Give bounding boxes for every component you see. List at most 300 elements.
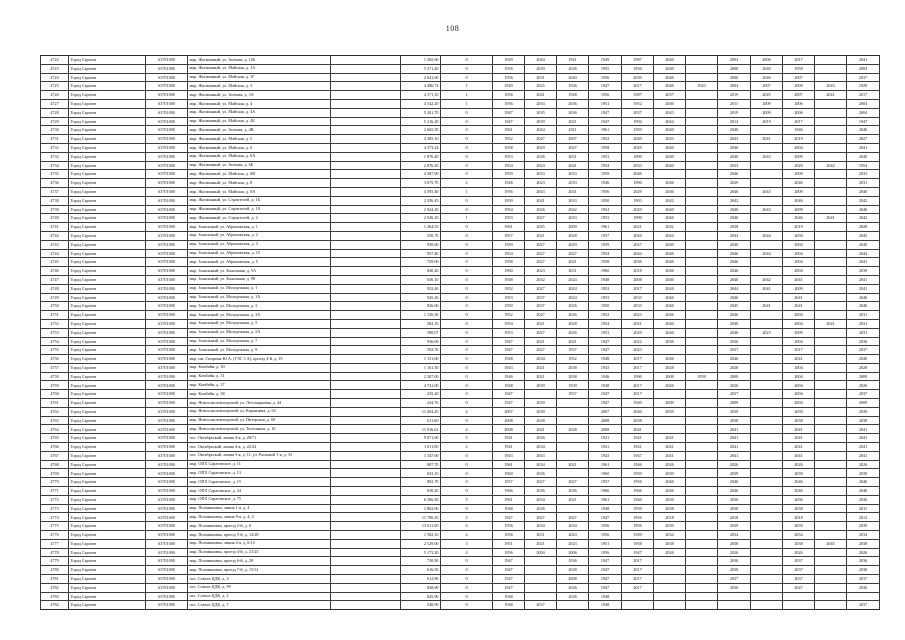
year-cell: 2039 xyxy=(525,407,557,416)
year-cell: 2020 xyxy=(783,161,815,170)
year-cell: 1954 xyxy=(493,249,525,258)
address-cell: мкр. Жасминный, ул. Майская, д. 4А xyxy=(188,108,331,117)
code-cell: 63701000 xyxy=(146,302,188,311)
year-cell: 1961 xyxy=(493,223,525,232)
year-cell: 1946 xyxy=(622,460,654,469)
year-cell: 2004 xyxy=(718,56,751,65)
year-cell: 2027 xyxy=(525,240,557,249)
area-cell: 4 486,74 xyxy=(401,82,441,91)
area-cell: 826,06 xyxy=(401,302,441,311)
year-cell: 2038 xyxy=(557,363,589,372)
year-cell: 2023 xyxy=(622,311,654,320)
year-cell: 2042 xyxy=(654,223,686,232)
year-cell xyxy=(686,504,718,513)
year-cell xyxy=(815,583,847,592)
area-cell: 652,10 xyxy=(401,469,441,478)
year-cell xyxy=(686,293,718,302)
year-cell xyxy=(815,575,847,584)
year-cell xyxy=(686,99,718,108)
year-cell: 1948 xyxy=(493,355,525,364)
address-cell: пос. Совхоз ЦДК, д. 4 xyxy=(188,575,331,584)
row-number-cell: 4776 xyxy=(41,531,69,540)
year-cell xyxy=(686,601,718,610)
year-cell: 2031 xyxy=(557,267,589,276)
code-cell: 63701000 xyxy=(146,117,188,126)
year-cell: 2023 xyxy=(525,179,557,188)
table-row xyxy=(41,56,880,65)
year-cell xyxy=(686,566,718,575)
address-cell: мкр. Поливановка, проезд 7-й, д. 15/31 xyxy=(188,566,331,575)
year-cell: 1956 xyxy=(589,73,622,82)
year-cell xyxy=(815,258,847,267)
year-cell: 2039 xyxy=(654,407,686,416)
area-cell: 611,60 xyxy=(401,416,441,425)
year-cell: 2043 xyxy=(751,187,783,196)
year-cell: 2044 xyxy=(751,231,783,240)
code-cell: 63701000 xyxy=(146,143,188,152)
city-cell: Город Саратов xyxy=(69,592,146,601)
year-cell xyxy=(557,469,589,478)
year-cell xyxy=(686,64,718,73)
year-cell: 2009 xyxy=(783,284,815,293)
year-cell: 1947 xyxy=(589,117,622,126)
area-cell: 284,10 xyxy=(401,319,441,328)
year-cell xyxy=(557,601,589,610)
year-cell: 2037 xyxy=(654,91,686,100)
row-number-cell: 4752 xyxy=(41,319,69,328)
year-cell: 2045 xyxy=(847,231,880,240)
year-cell: 2021 xyxy=(557,258,589,267)
doc-cell xyxy=(331,363,401,372)
table-row xyxy=(41,170,880,179)
year-cell xyxy=(751,566,783,575)
address-cell: мкр. Новосоколовогорский, ул. Питерская, д. 69 xyxy=(188,416,331,425)
year-cell: 2024 xyxy=(525,161,557,170)
area-cell: 1 011,00 xyxy=(401,443,441,452)
row-number-cell: 4746 xyxy=(41,267,69,276)
year-cell: 2042 xyxy=(525,275,557,284)
table-row xyxy=(41,522,880,531)
row-number-cell: 4732 xyxy=(41,143,69,152)
area-cell: 13 611,00 xyxy=(401,522,441,531)
city-cell: Город Саратов xyxy=(69,513,146,522)
year-cell: 2045 xyxy=(751,91,783,100)
year-cell: 2027 xyxy=(525,513,557,522)
year-cell: 2004 xyxy=(783,267,815,276)
year-cell xyxy=(751,355,783,364)
doc-cell xyxy=(331,372,401,381)
year-cell xyxy=(557,504,589,513)
city-cell: Город Саратов xyxy=(69,311,146,320)
year-cell: 1961 xyxy=(589,126,622,135)
city-cell: Город Саратов xyxy=(69,73,146,82)
year-cell: 2021 xyxy=(622,319,654,328)
year-cell: 1956 xyxy=(493,522,525,531)
doc-cell xyxy=(331,284,401,293)
year-cell: 2033 xyxy=(557,170,589,179)
year-cell: 2036 xyxy=(525,469,557,478)
table-row xyxy=(41,583,880,592)
doc-cell xyxy=(331,152,401,161)
year-cell: 1946 xyxy=(493,372,525,381)
year-cell: 2034 xyxy=(718,531,751,540)
year-cell: 1956 xyxy=(493,548,525,557)
year-cell xyxy=(815,592,847,601)
count-cell: 0 xyxy=(441,126,493,135)
row-number-cell: 4742 xyxy=(41,231,69,240)
year-cell: 1948 xyxy=(589,355,622,364)
year-cell: 2036 xyxy=(847,495,880,504)
code-cell: 63701000 xyxy=(146,214,188,223)
year-cell: 2041 xyxy=(557,187,589,196)
doc-cell xyxy=(331,504,401,513)
year-cell: 2046 xyxy=(718,328,751,337)
year-cell: 2014 xyxy=(718,117,751,126)
year-cell xyxy=(654,425,686,434)
year-cell: 2041 xyxy=(718,443,751,452)
year-cell: 2027 xyxy=(525,135,557,144)
year-cell: 2037 xyxy=(525,302,557,311)
year-cell: 2018 xyxy=(622,267,654,276)
count-cell: 0 xyxy=(441,196,493,205)
year-cell: 1946 xyxy=(589,372,622,381)
doc-cell xyxy=(331,539,401,548)
year-cell xyxy=(815,504,847,513)
year-cell: 2040 xyxy=(718,240,751,249)
year-cell xyxy=(751,143,783,152)
year-cell xyxy=(815,99,847,108)
year-cell: 1948 xyxy=(589,601,622,610)
year-cell xyxy=(751,451,783,460)
year-cell: 2041 xyxy=(718,451,751,460)
address-cell: пос. Октябрьский, линия 4-я, д. 28/71 xyxy=(188,434,331,443)
code-cell: 63701000 xyxy=(146,346,188,355)
year-cell: 1987 xyxy=(622,56,654,65)
city-cell: Город Саратов xyxy=(69,504,146,513)
year-cell: 2036 xyxy=(525,487,557,496)
area-cell: 848,90 xyxy=(401,583,441,592)
year-cell xyxy=(815,73,847,82)
address-cell: мкр. Жасминный, ул. Майская, д. 3 xyxy=(188,82,331,91)
row-number-cell: 4764 xyxy=(41,425,69,434)
code-cell: 63701000 xyxy=(146,592,188,601)
address-cell: мкр. Поливановка, линия 1-я, д. 4 xyxy=(188,504,331,513)
table-row xyxy=(41,460,880,469)
doc-cell xyxy=(331,311,401,320)
address-cell: мкр. Зональный, ул. Молодежная, д. 1А xyxy=(188,293,331,302)
city-cell: Город Саратов xyxy=(69,425,146,434)
year-cell: 2046 xyxy=(718,487,751,496)
year-cell xyxy=(686,179,718,188)
code-cell: 63701000 xyxy=(146,337,188,346)
address-cell: мкр. Зональный, ул. Абрамовская, д. 5 xyxy=(188,258,331,267)
area-cell: 840,20 xyxy=(401,267,441,276)
area-cell: 807,70 xyxy=(401,460,441,469)
year-cell: 2009 xyxy=(783,205,815,214)
row-number-cell: 4774 xyxy=(41,513,69,522)
year-cell xyxy=(686,390,718,399)
year-cell xyxy=(815,56,847,65)
year-cell: 2009 xyxy=(783,152,815,161)
address-cell: мкр. Жасминный, ул. Майская, д. 1А xyxy=(188,64,331,73)
area-cell: 845,90 xyxy=(401,592,441,601)
area-cell: 5 371,20 xyxy=(401,64,441,73)
area-cell: 234,76 xyxy=(401,399,441,408)
year-cell: 2040 xyxy=(654,205,686,214)
year-cell xyxy=(815,372,847,381)
year-cell: 2037 xyxy=(783,557,815,566)
year-cell: 2046 xyxy=(718,143,751,152)
year-cell: 1956 xyxy=(493,64,525,73)
year-cell: 2036 xyxy=(557,64,589,73)
doc-cell xyxy=(331,240,401,249)
year-cell xyxy=(815,126,847,135)
year-cell: 2029 xyxy=(622,143,654,152)
address-cell: мкр. ОПХ Саратовское, д. 15 xyxy=(188,478,331,487)
year-cell: 2044 xyxy=(622,249,654,258)
year-cell: 2017 xyxy=(622,575,654,584)
count-cell: 0 xyxy=(441,258,493,267)
count-cell: 0 xyxy=(441,152,493,161)
city-cell: Город Саратов xyxy=(69,267,146,276)
code-cell: 63701000 xyxy=(146,495,188,504)
year-cell: 2039 xyxy=(525,64,557,73)
year-cell: 2006 xyxy=(751,56,783,65)
row-number-cell: 4740 xyxy=(41,214,69,223)
doc-cell xyxy=(331,557,401,566)
doc-cell xyxy=(331,187,401,196)
year-cell: 2040 xyxy=(847,293,880,302)
year-cell xyxy=(815,601,847,610)
city-cell: Город Саратов xyxy=(69,601,146,610)
year-cell xyxy=(654,575,686,584)
year-cell: 1949 xyxy=(493,56,525,65)
city-cell: Город Саратов xyxy=(69,566,146,575)
doc-cell xyxy=(331,566,401,575)
table-row xyxy=(41,275,880,284)
year-cell xyxy=(654,557,686,566)
doc-cell xyxy=(331,416,401,425)
year-cell: 2029 xyxy=(622,205,654,214)
count-cell: 0 xyxy=(441,601,493,610)
area-cell: 548,90 xyxy=(401,601,441,610)
year-cell: 2024 xyxy=(557,275,589,284)
year-cell: 2021 xyxy=(525,319,557,328)
area-cell: 5 173,20 xyxy=(401,548,441,557)
area-cell: 1 582,10 xyxy=(401,531,441,540)
code-cell: 63701000 xyxy=(146,583,188,592)
year-cell xyxy=(751,416,783,425)
count-cell: 0 xyxy=(441,108,493,117)
city-cell: Город Саратов xyxy=(69,399,146,408)
year-cell xyxy=(686,407,718,416)
year-cell: 2004 xyxy=(783,240,815,249)
year-cell: 2027 xyxy=(557,249,589,258)
address-cell: мкр. Жасминный, ул. Зеленая, д. 6Б xyxy=(188,161,331,170)
year-cell: 2046 xyxy=(783,478,815,487)
address-cell: мкр. Комбайн, д. 30 xyxy=(188,363,331,372)
year-cell: 2031 xyxy=(557,152,589,161)
year-cell xyxy=(686,399,718,408)
year-cell: 2041 xyxy=(847,451,880,460)
year-cell xyxy=(686,487,718,496)
year-cell: 2026 xyxy=(654,381,686,390)
year-cell: 2043 xyxy=(751,152,783,161)
city-cell: Город Саратов xyxy=(69,179,146,188)
count-cell: 0 xyxy=(441,231,493,240)
year-cell: 2034 xyxy=(847,531,880,540)
year-cell: 2021 xyxy=(525,231,557,240)
year-cell: 1959 xyxy=(493,240,525,249)
city-cell: Город Саратов xyxy=(69,328,146,337)
table-row xyxy=(41,355,880,364)
year-cell: 2035 xyxy=(525,108,557,117)
year-cell xyxy=(686,170,718,179)
year-cell xyxy=(525,390,557,399)
count-cell: 1 xyxy=(441,82,493,91)
year-cell: 2046 xyxy=(622,170,654,179)
year-cell: 2034 xyxy=(525,522,557,531)
year-cell: 2004 xyxy=(847,108,880,117)
year-cell xyxy=(686,355,718,364)
row-number-cell: 4778 xyxy=(41,548,69,557)
count-cell: 0 xyxy=(441,460,493,469)
year-cell: 2024 xyxy=(557,284,589,293)
address-cell: мкр. им. Гагарина Ю.А. (ГЭС 3 А), проезд 4-й, д. 19 xyxy=(188,355,331,364)
area-cell: 235,20 xyxy=(401,390,441,399)
table-row xyxy=(41,249,880,258)
year-cell: 1936 xyxy=(557,557,589,566)
year-cell: 1948 xyxy=(493,504,525,513)
year-cell: 2042 xyxy=(847,196,880,205)
year-cell xyxy=(815,443,847,452)
count-cell: 6 xyxy=(441,522,493,531)
year-cell: 2034 xyxy=(654,531,686,540)
year-cell: 1943 xyxy=(686,82,718,91)
doc-cell xyxy=(331,56,401,65)
year-cell: 2008 xyxy=(589,425,622,434)
year-cell xyxy=(751,478,783,487)
address-cell: мкр. Зональный, ул. Молодежная, д. 5 xyxy=(188,319,331,328)
year-cell: 2041 xyxy=(525,425,557,434)
year-cell: 2026 xyxy=(557,311,589,320)
year-cell: 1948 xyxy=(493,601,525,610)
year-cell xyxy=(751,407,783,416)
area-cell: 945,26 xyxy=(401,293,441,302)
year-cell: 2007 xyxy=(751,82,783,91)
year-cell: 2037 xyxy=(847,601,880,610)
year-cell xyxy=(686,117,718,126)
doc-cell xyxy=(331,381,401,390)
row-number-cell: 4743 xyxy=(41,240,69,249)
year-cell: 2004 xyxy=(783,249,815,258)
area-cell: 4 741,00 xyxy=(401,381,441,390)
year-cell: 2041 xyxy=(654,443,686,452)
code-cell: 63701000 xyxy=(146,161,188,170)
doc-cell xyxy=(331,469,401,478)
year-cell xyxy=(751,583,783,592)
year-cell: 1959 xyxy=(589,170,622,179)
code-cell: 63701000 xyxy=(146,205,188,214)
year-cell: 2046 xyxy=(654,73,686,82)
code-cell: 63701000 xyxy=(146,249,188,258)
year-cell: 1946 xyxy=(622,495,654,504)
year-cell: 1949 xyxy=(589,56,622,65)
year-cell xyxy=(815,275,847,284)
year-cell: 1952 xyxy=(622,99,654,108)
doc-cell xyxy=(331,601,401,610)
count-cell: 0 xyxy=(441,363,493,372)
row-number-cell: 4731 xyxy=(41,135,69,144)
year-cell: 2036 xyxy=(847,583,880,592)
code-cell: 63701000 xyxy=(146,425,188,434)
year-cell: 1947 xyxy=(493,566,525,575)
year-cell xyxy=(686,548,718,557)
area-cell: 4 387,90 xyxy=(401,170,441,179)
year-cell: 2040 xyxy=(557,73,589,82)
year-cell: 2041 xyxy=(654,451,686,460)
count-cell: 0 xyxy=(441,135,493,144)
city-cell: Город Саратов xyxy=(69,117,146,126)
year-cell xyxy=(815,390,847,399)
address-cell: мкр. Жасминный, ул. Зеленая, д. 3А xyxy=(188,91,331,100)
year-cell xyxy=(686,161,718,170)
year-cell: 2004 xyxy=(847,99,880,108)
year-cell: 2046 xyxy=(718,214,751,223)
year-cell: 2026 xyxy=(783,548,815,557)
year-cell: 1950 xyxy=(589,196,622,205)
address-cell: мкр. Поливановка, линия 9-я, д. 4; 2 xyxy=(188,513,331,522)
count-cell: 0 xyxy=(441,73,493,82)
year-cell: 2046 xyxy=(718,170,751,179)
year-cell: 2046 xyxy=(847,487,880,496)
year-cell: 2043 xyxy=(557,531,589,540)
row-number-cell: 4735 xyxy=(41,170,69,179)
year-cell: 1947 xyxy=(493,557,525,566)
year-cell: 1947 xyxy=(589,583,622,592)
table-row xyxy=(41,443,880,452)
code-cell: 63701000 xyxy=(146,126,188,135)
city-cell: Город Саратов xyxy=(69,531,146,540)
year-cell: 1948 xyxy=(589,381,622,390)
year-cell: 2047 xyxy=(783,583,815,592)
year-cell: 2039 xyxy=(847,407,880,416)
city-cell: Город Саратов xyxy=(69,99,146,108)
year-cell: 2036 xyxy=(654,495,686,504)
address-cell: мкр. Новосоколовогорский, ул. Лесопарковая, д. 44 xyxy=(188,399,331,408)
year-cell xyxy=(525,566,557,575)
table-row xyxy=(41,231,880,240)
year-cell: 2039 xyxy=(847,469,880,478)
year-cell: 1958 xyxy=(493,258,525,267)
year-cell: 2036 xyxy=(718,583,751,592)
address-cell: мкр. Жасминный, ул. Майская, д. 6В xyxy=(188,170,331,179)
year-cell: 2042 xyxy=(654,196,686,205)
year-cell: 1950 xyxy=(589,302,622,311)
year-cell: 1961 xyxy=(493,495,525,504)
year-cell: 2034 xyxy=(525,443,557,452)
year-cell: 1943 xyxy=(589,451,622,460)
table-row xyxy=(41,539,880,548)
year-cell: 2019 xyxy=(718,108,751,117)
year-cell xyxy=(718,592,751,601)
year-cell: 1947 xyxy=(493,346,525,355)
year-cell xyxy=(815,240,847,249)
year-cell: 2009 xyxy=(751,99,783,108)
year-cell: 2036 xyxy=(557,108,589,117)
table-row xyxy=(41,566,880,575)
year-cell: 2021 xyxy=(557,495,589,504)
